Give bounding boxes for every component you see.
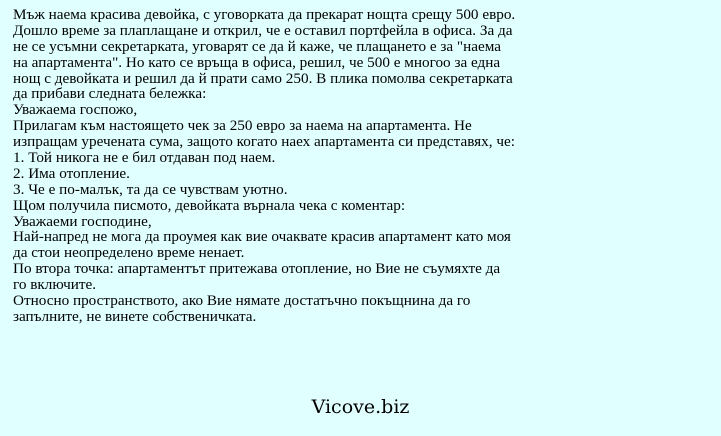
joke-line: Прилагам към настоящето чек за 250 евро за наема на апартамента. Не [13,117,472,135]
joke-line: 1. Той никога не е бил отдаван под наем. [13,149,276,167]
site-footer-logo: Vicove.biz [311,396,410,418]
joke-line: 2. Има отопление. [13,164,130,182]
joke-line: По втора точка: апартаментът притежава отопление, но Вие не съумяхте да [13,260,501,278]
joke-line: Най-напред не мога да проумея как вие очаквате красив апартамент като моя [13,228,511,246]
joke-line: Мъж наема красива девойка, с уговорката да прекарат нощта срещу 500 евро. [13,6,516,23]
joke-line: Щом получила писмото, девойката върнала чека с коментар: [13,196,406,214]
joke-text [13,7,713,325]
joke-line: Относно пространството, ако Вие нямате достатъчно покъщнина да го [13,292,471,310]
joke-line: на апартамента". Но като се връща в офиса, решил, че 500 е многоо за една [13,53,501,71]
joke-line: не се усъмни секретарката, уговарят се да й каже, че плащането е за "наема [13,37,501,55]
joke-line: запълните, не винете собственичката. [13,307,257,325]
joke-line: Уважаеми господине, [13,212,152,230]
joke-line: Уважаема госпожо, [13,101,138,119]
joke-line: нощ с девойката и решил да й прати само 250. В плика помолва секретарката [13,69,513,87]
joke-line: 3. Че е по-малък, та да се чувствам уютно. [13,180,288,198]
joke-line: да прибави следната бележка: [13,85,207,103]
joke-line: да стои неопределено време ненает. [13,244,245,262]
joke-line: Дошло време за плаплащане и открил, че е оставил портфейла в офиса. За да [13,21,513,39]
joke-line: изпращам уречената сума, защото когато наех апартамента си представях, че: [13,133,515,151]
joke-line: го включите. [13,276,97,294]
